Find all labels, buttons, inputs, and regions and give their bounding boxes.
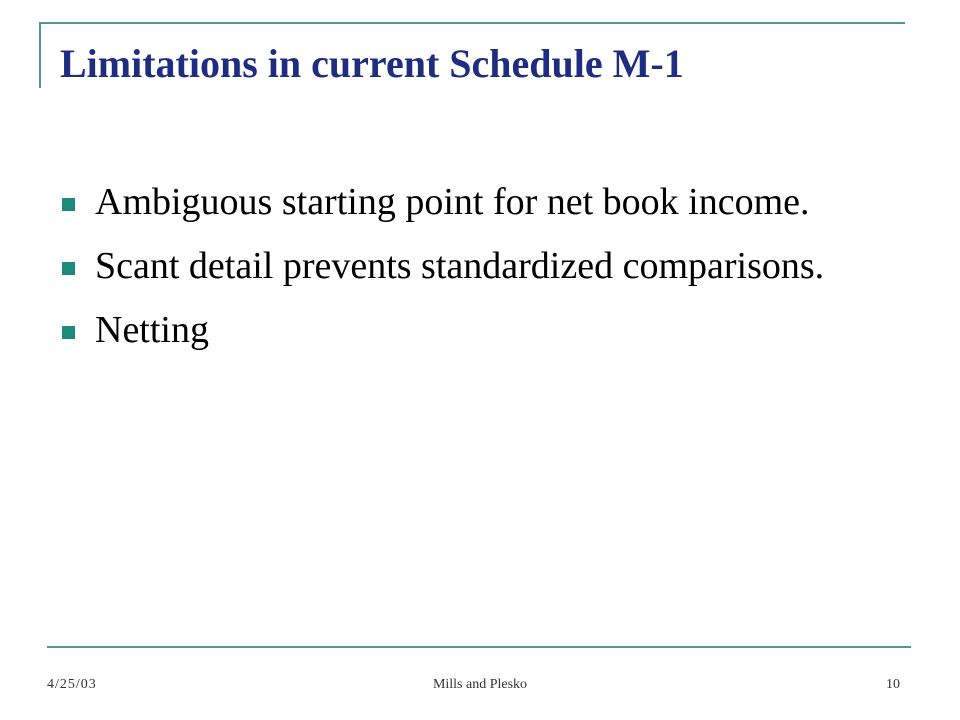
frame-top-line [39, 22, 905, 24]
bullet-item [60, 242, 880, 290]
bullet-text: Netting [95, 309, 209, 351]
frame-left-line [39, 22, 41, 88]
bullet-text: Ambiguous starting point for net book income. [95, 181, 810, 223]
slide-number: 10 [886, 677, 900, 692]
footer-date: 4/25/03 [47, 677, 97, 692]
square-bullet-icon [62, 198, 75, 211]
footer-divider [47, 646, 911, 648]
bullet-text: Scant detail prevents standardized comparisons. [95, 245, 825, 287]
bullet-list [60, 178, 880, 370]
slide-title: Limitations in current Schedule M-1 [60, 41, 684, 86]
square-bullet-icon [62, 262, 75, 275]
footer-author: Mills and Plesko [432, 677, 528, 692]
square-bullet-icon [62, 326, 75, 339]
bullet-item [60, 178, 880, 226]
bullet-item [60, 306, 880, 354]
